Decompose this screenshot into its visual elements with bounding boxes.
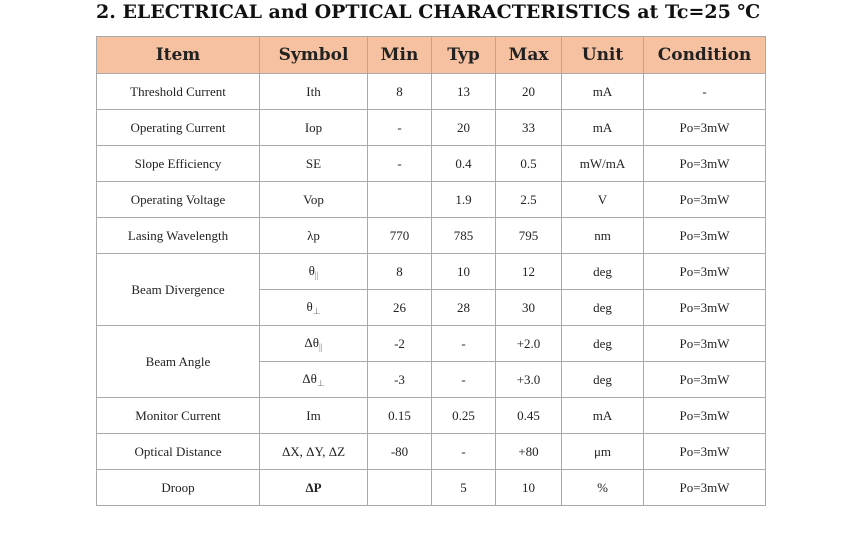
max-cell: +80 [496, 434, 562, 470]
symbol-cell: Vop [260, 182, 368, 218]
item-cell: Optical Distance [97, 434, 260, 470]
unit-cell: V [562, 182, 644, 218]
typ-cell: - [432, 434, 496, 470]
table-row [97, 146, 766, 182]
item-cell: Operating Voltage [97, 182, 260, 218]
min-cell: -2 [368, 326, 432, 362]
header-max: Max [496, 37, 562, 74]
condition-cell: Po=3mW [644, 398, 766, 434]
table-row [97, 398, 766, 434]
min-cell [368, 182, 432, 218]
min-cell: 8 [368, 254, 432, 290]
condition-cell: Po=3mW [644, 146, 766, 182]
symbol-cell: $\Delta\theta_\perp$ [260, 362, 368, 398]
min-cell: 0.15 [368, 398, 432, 434]
condition-cell: Po=3mW [644, 434, 766, 470]
condition-cell: Po=3mW [644, 254, 766, 290]
min-cell: 26 [368, 290, 432, 326]
min-cell [368, 470, 432, 506]
item-cell: Lasing Wavelength [97, 218, 260, 254]
symbol-cell: λp [260, 218, 368, 254]
symbol-cell: $\theta_{||}$ [260, 254, 368, 290]
condition-cell: - [644, 74, 766, 110]
condition-cell: Po=3mW [644, 110, 766, 146]
max-cell: 0.45 [496, 398, 562, 434]
table-row [97, 326, 766, 362]
symbol-cell: $\theta_\perp$ [260, 290, 368, 326]
typ-cell: - [432, 362, 496, 398]
typ-cell: 13 [432, 74, 496, 110]
unit-cell: mA [562, 110, 644, 146]
header-row [97, 37, 766, 74]
max-cell: 0.5 [496, 146, 562, 182]
item-cell: Beam Angle [97, 326, 260, 398]
header-item: Item [97, 37, 260, 74]
condition-cell: Po=3mW [644, 182, 766, 218]
min-cell: - [368, 110, 432, 146]
item-cell: Operating Current [97, 110, 260, 146]
unit-cell: deg [562, 290, 644, 326]
symbol-cell: ΔX, ΔY, ΔZ [260, 434, 368, 470]
symbol-cell: ΔP [260, 470, 368, 506]
max-cell: 12 [496, 254, 562, 290]
max-cell: +2.0 [496, 326, 562, 362]
table-row [97, 434, 766, 470]
unit-cell: mA [562, 74, 644, 110]
header-symbol: Symbol [260, 37, 368, 74]
item-cell: Beam Divergence [97, 254, 260, 326]
min-cell: -80 [368, 434, 432, 470]
condition-cell: Po=3mW [644, 290, 766, 326]
typ-cell: 10 [432, 254, 496, 290]
max-cell: 20 [496, 74, 562, 110]
typ-cell: 0.4 [432, 146, 496, 182]
max-cell: 2.5 [496, 182, 562, 218]
min-cell: - [368, 146, 432, 182]
min-cell: 8 [368, 74, 432, 110]
item-cell: Monitor Current [97, 398, 260, 434]
unit-cell: μm [562, 434, 644, 470]
condition-cell: Po=3mW [644, 470, 766, 506]
max-cell: +3.0 [496, 362, 562, 398]
symbol-cell: SE [260, 146, 368, 182]
min-cell: -3 [368, 362, 432, 398]
table-row [97, 254, 766, 290]
condition-cell: Po=3mW [644, 218, 766, 254]
table-row [97, 182, 766, 218]
header-condition: Condition [644, 37, 766, 74]
characteristics-table [96, 36, 766, 506]
unit-cell: deg [562, 326, 644, 362]
unit-cell: deg [562, 254, 644, 290]
unit-cell: mW/mA [562, 146, 644, 182]
item-cell: Droop [97, 470, 260, 506]
unit-cell: % [562, 470, 644, 506]
typ-cell: 785 [432, 218, 496, 254]
typ-cell: 5 [432, 470, 496, 506]
symbol-cell: Ith [260, 74, 368, 110]
max-cell: 30 [496, 290, 562, 326]
symbol-cell: $\Delta\theta_{||}$ [260, 326, 368, 362]
item-cell: Threshold Current [97, 74, 260, 110]
max-cell: 10 [496, 470, 562, 506]
unit-cell: nm [562, 218, 644, 254]
unit-cell: deg [562, 362, 644, 398]
item-cell: Slope Efficiency [97, 146, 260, 182]
header-min: Min [368, 37, 432, 74]
min-cell: 770 [368, 218, 432, 254]
typ-cell: 28 [432, 290, 496, 326]
table-row [97, 110, 766, 146]
condition-cell: Po=3mW [644, 362, 766, 398]
unit-cell: mA [562, 398, 644, 434]
typ-cell: - [432, 326, 496, 362]
typ-cell: 0.25 [432, 398, 496, 434]
max-cell: 795 [496, 218, 562, 254]
section-title: 2. ELECTRICAL and OPTICAL CHARACTERISTICS at Tc=25 ℃ [96, 1, 761, 23]
header-unit: Unit [562, 37, 644, 74]
condition-cell: Po=3mW [644, 326, 766, 362]
symbol-cell: Iop [260, 110, 368, 146]
symbol-cell: Im [260, 398, 368, 434]
table-row [97, 470, 766, 506]
typ-cell: 20 [432, 110, 496, 146]
typ-cell: 1.9 [432, 182, 496, 218]
max-cell: 33 [496, 110, 562, 146]
table-row [97, 74, 766, 110]
header-typ: Typ [432, 37, 496, 74]
table-row [97, 218, 766, 254]
